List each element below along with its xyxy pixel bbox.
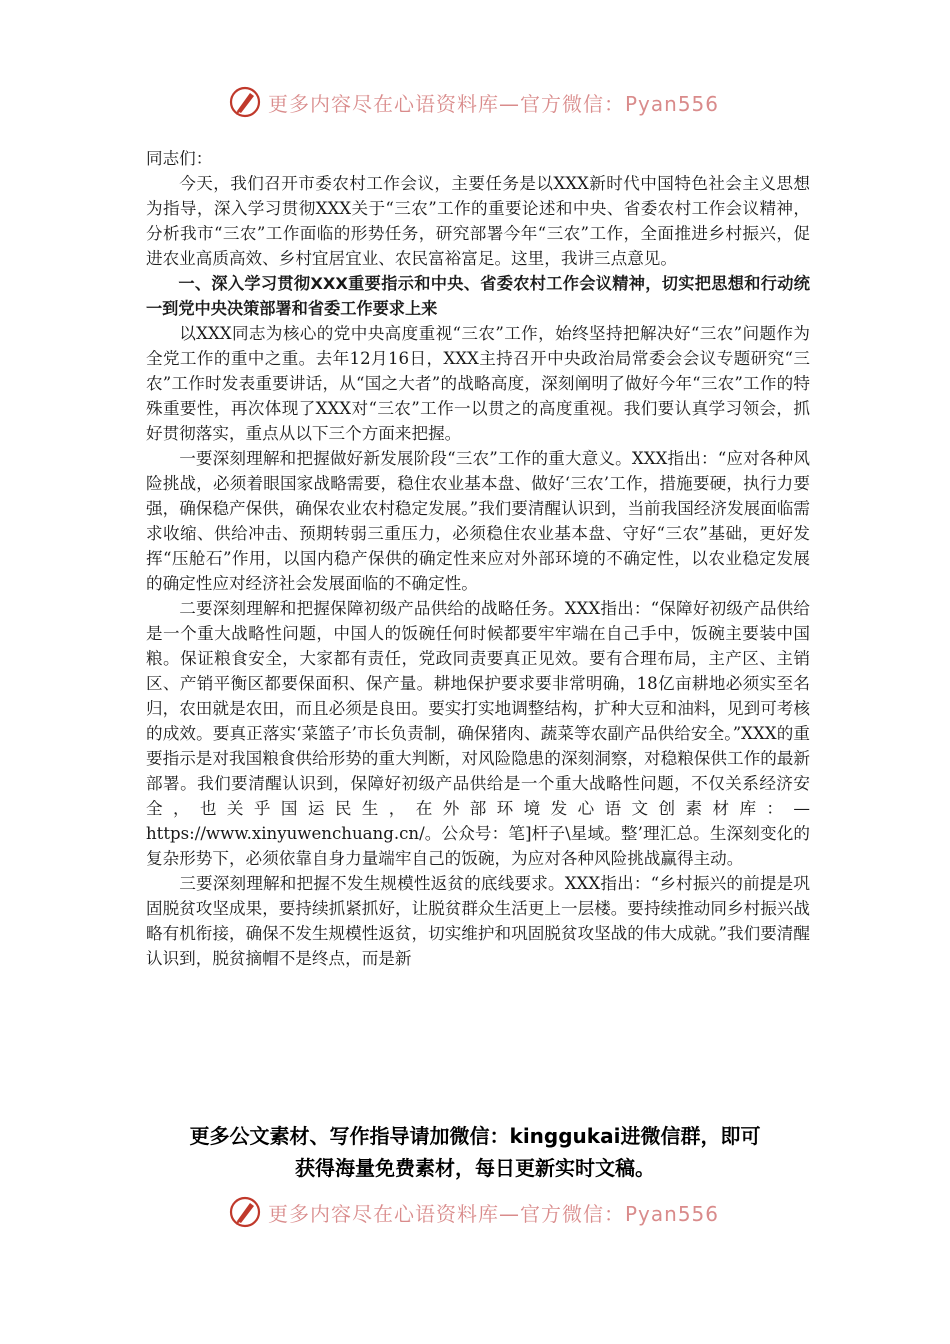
header-banner-text: 更多内容尽在心语资料库—官方微信：Pyan556	[268, 91, 720, 116]
section-heading-1: 一、深入学习贯彻XXX重要指示和中央、省委农村工作会议精神，切实把思想和行动统一到党中央决策部署和省委工作要求上来	[146, 274, 810, 318]
body-paragraph: 以XXX同志为核心的党中央高度重视“三农”工作，始终坚持把解决好“三农”问题作为全党工作的重中之重。去年12月16日，XXX主持召开中央政治局常委会会议专题研究“三农”工作时发表重要讲话，从“国之大者”的战略高度，深刻阐明了做好今年“三农”工作的特殊重要性，再次体现了XXX对“三农”工作一以贯之的高度重视。我们要认真学习领会，抓好贯彻落实，重点从以下三个方面来把握。	[146, 324, 810, 443]
promo-note-line-2: 获得海量免费素材，每日更新实时文稿。	[295, 1156, 655, 1180]
promo-note	[130, 1120, 820, 1184]
quill-pen-logo-icon	[228, 1195, 262, 1229]
intro-paragraph: 今天，我们召开市委农村工作会议，主要任务是以XXX新时代中国特色社会主义思想为指导，深入学习贯彻XXX关于“三农”工作的重要论述和中央、省委农村工作会议精神，分析我市“三农”工作面临的形势任务，研究部署今年“三农”工作，全面推进乡村振兴，促进农业高质高效、乡村宜居宜业、农民富裕富足。这里，我讲三点意见。	[146, 174, 810, 268]
document-body	[146, 146, 810, 971]
greeting: 同志们：	[146, 149, 213, 168]
header-banner	[228, 84, 728, 120]
footer-banner-text: 更多内容尽在心语资料库—官方微信：Pyan556	[268, 1201, 720, 1226]
promo-note-line-1: 更多公文素材、写作指导请加微信：kinggukai进微信群，即可	[189, 1124, 761, 1148]
body-paragraph: 三要深刻理解和把握不发生规模性返贫的底线要求。XXX指出：“乡村振兴的前提是巩固脱贫攻坚成果，要持续抓紧抓好，让脱贫群众生活更上一层楼。要持续推动同乡村振兴战略有机衔接，确保不发生规模性返贫，切实维护和巩固脱贫攻坚战的伟大成就。”我们要清醒认识到，脱贫摘帽不是终点，而是新	[146, 874, 810, 968]
body-paragraph: 二要深刻理解和把握保障初级产品供给的战略任务。XXX指出：“保障好初级产品供给是一个重大战略性问题，中国人的饭碗任何时候都要牢牢端在自己手中，饭碗主要装中国粮。保证粮食安全，大家都有责任，党政同责要真正见效。要有合理布局，主产区、主销区、产销平衡区都要保面积、保产量。耕地保护要求要非常明确，18亿亩耕地必须实至名归，农田就是农田，而且必须是良田。要实打实地调整结构，扩种大豆和油料，见到可考核的成效。要真正落实‘菜篮子’市长负责制，确保猪肉、蔬菜等农副产品供给安全。”XXX的重要指示是对我国粮食供给形势的重大判断，对风险隐患的深刻洞察，对稳粮保供工作的最新部署。我们要清醒认识到，保障好初级产品供给是一个重大战略性问题，不仅关系经济安全，也关乎国运民生，在外部环境发心语文创素材库：—https://www.xinyuwenchuang.cn/。公众号：笔]杆子\星域。整’理汇总。生深刻变化的复杂形势下，必须依靠自身力量端牢自己的饭碗，为应对各种风险挑战赢得主动。	[146, 599, 810, 868]
quill-pen-logo-icon	[228, 85, 262, 119]
body-paragraph: 一要深刻理解和把握做好新发展阶段“三农”工作的重大意义。XXX指出：“应对各种风险挑战，必须着眼国家战略需要，稳住农业基本盘、做好‘三农’工作，措施要硬，执行力要强，确保稳产保供，确保农业农村稳定发展。”我们要清醒认识到，当前我国经济发展面临需求收缩、供给冲击、预期转弱三重压力，必须稳住农业基本盘、守好“三农”基础，更好发挥“压舱石”作用，以国内稳产保供的确定性来应对外部环境的不确定性，以农业稳定发展的确定性应对经济社会发展面临的不确定性。	[146, 449, 810, 593]
footer-banner	[228, 1194, 728, 1230]
